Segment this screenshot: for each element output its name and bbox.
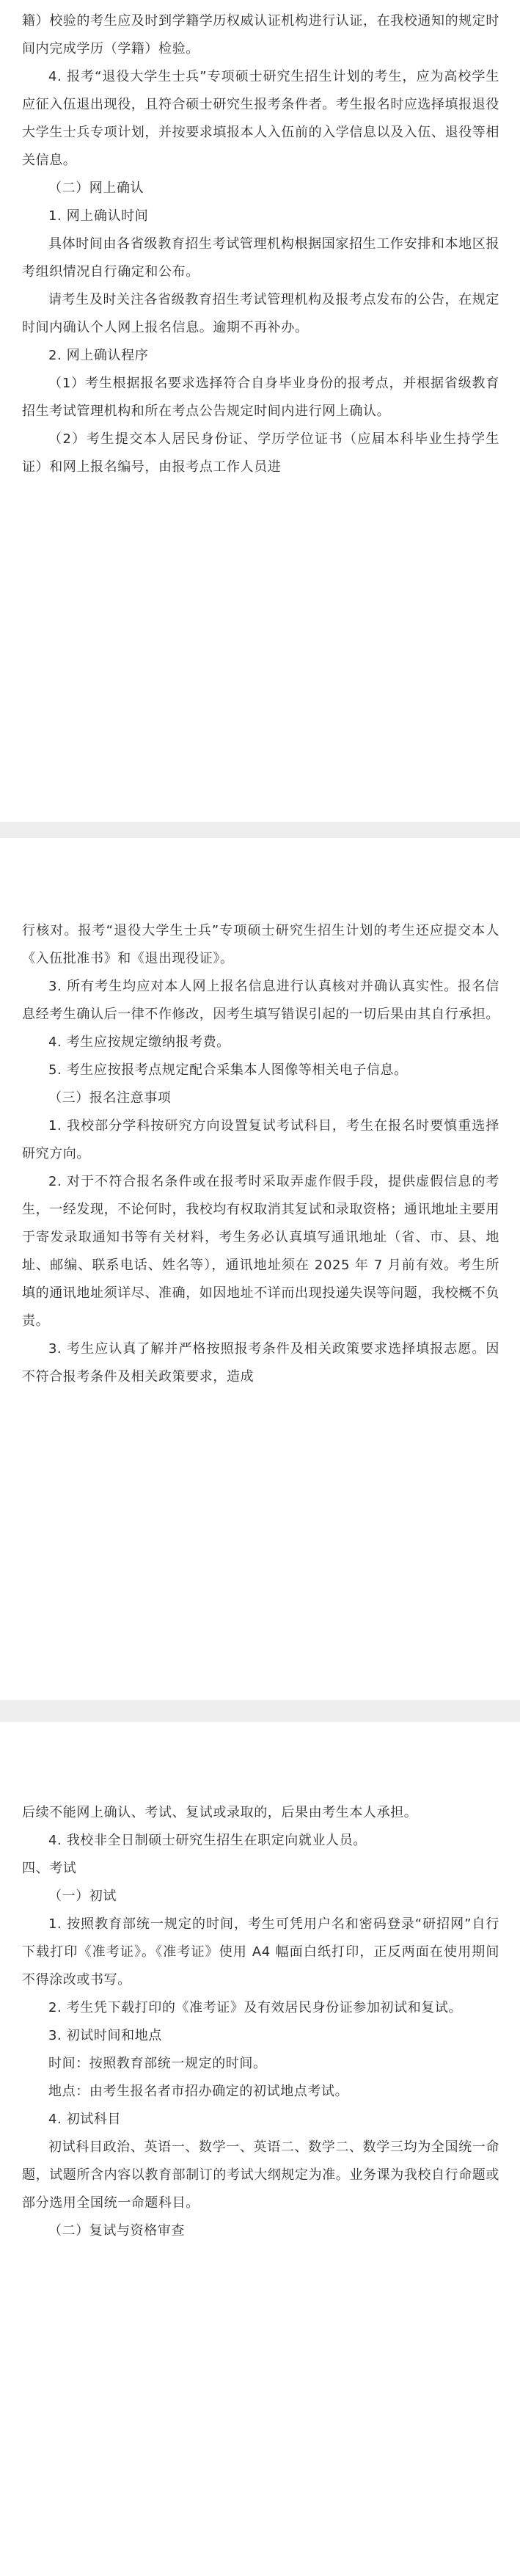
paragraph: 4. 报考“退役大学生士兵”专项硕士研究生招生计划的考生，应为高校学生应征入伍退出现役，且符合硕士研究生报考条件者。考生报名时应选择填报退役大学生士兵专项计划，并按要求填报本人入伍前的入学信息以及入伍、退役等相关信息。 (22, 69, 499, 168)
page-3-body (22, 1799, 499, 2245)
paragraph: （一）初试 (48, 1889, 117, 1904)
paragraph: 请考生及时关注各省级教育招生考试管理机构及报考点发布的公告，在规定时间内确认个人网上报名信息。逾期不再补办。 (22, 292, 499, 335)
paragraph: 2. 网上确认程序 (48, 348, 149, 363)
section-heading: 四、考试 (22, 1861, 77, 1876)
paragraph: 后续不能网上确认、考试、复试或录取的，后果由考生本人承担。 (22, 1805, 418, 1820)
paragraph: 3. 初试时间和地点 (48, 2028, 162, 2043)
paragraph: 5. 考生应按报考点规定配合采集本人图像等相关电子信息。 (48, 1062, 408, 1078)
paragraph: 籍）校验的考生应及时到学籍学历权威认证机构进行认证，在我校通知的规定时间内完成学历（学籍）检验。 (22, 13, 499, 56)
page-1-body (22, 7, 499, 481)
paragraph: 时间：按照教育部统一规定的时间。 (48, 2056, 267, 2071)
paragraph: （2）考生提交本人居民身份证、学历学位证书（应届本科毕业生持学生证）和网上报名编号，由报考点工作人员进 (22, 431, 499, 475)
page-separator (0, 822, 520, 838)
document-page-2 (0, 838, 520, 1700)
paragraph: 2. 对于不符合报名条件或在报考时采取弄虚作假手段，提供虚假信息的考生，一经发现，不论何时，我校均有权取消其复试和录取资格；通讯地址主要用于寄发录取通知书等有关材料，考生务必认真填写通讯地址（省、市、县、地址、邮编、联系电话、姓名等），通讯地址须在 2025 年 7 月前有效。考生所填的通讯地址须详尽、准确，如因地址不详而出现投递失误等问题，我校概不负责。 (22, 1174, 499, 1329)
document-page-3 (0, 1722, 520, 2576)
paragraph: 初试科目政治、英语一、数学一、英语二、数学二、数学三均为全国统一命题，试题所含内容以教育部制订的考试大纲规定为准。业务课为我校自行命题或部分选用全国统一命题科目。 (22, 2139, 499, 2211)
paragraph: （二）复试与资格审查 (48, 2223, 185, 2239)
paragraph: 行核对。报考“退役大学生士兵”专项硕士研究生招生计划的考生还应提交本人《入伍批准书》和《退出现役证》。 (22, 923, 499, 966)
paragraph: 1. 按照教育部统一规定的时间，考生可凭用户名和密码登录“研招网”自行下载打印《准考证》。《准考证》使用 A4 幅面白纸打印，正反两面在使用期间不得涂改或书写。 (22, 1916, 499, 1988)
page-2-body (22, 917, 499, 1391)
paragraph: 4. 考生应按规定缴纳报考费。 (48, 1035, 230, 1050)
paragraph: 1. 网上确认时间 (48, 208, 149, 224)
document-page-1 (0, 0, 520, 822)
paragraph: （三）报名注意事项 (48, 1090, 172, 1106)
paragraph: 地点：由考生报名者市招办确定的初试地点考试。 (48, 2084, 349, 2099)
page-separator (0, 1700, 520, 1722)
paragraph: 3. 考生应认真了解并严格按照报考条件及相关政策要求选择填报志愿。因不符合报考条件及相关政策要求，造成 (22, 1341, 499, 1384)
paragraph: 2. 考生凭下载打印的《准考证》及有效居民身份证参加初试和复试。 (48, 2000, 463, 2015)
paragraph: 4. 我校非全日制硕士研究生招生在职定向就业人员。 (48, 1833, 367, 1848)
paragraph: 4. 初试科目 (48, 2112, 122, 2127)
paragraph: 3. 所有考生均应对本人网上报名信息进行认真核对并确认真实性。报名信息经考生确认后一律不作修改，因考生填写错误引起的一切后果由其自行承担。 (22, 979, 499, 1022)
paragraph: （二）网上确认 (48, 180, 144, 196)
paragraph: 1. 我校部分学科按研究方向设置复试考试科目，考生在报名时要慎重选择研究方向。 (22, 1118, 499, 1161)
paragraph: （1）考生根据报名要求选择符合自身毕业身份的报考点，并根据省级教育招生考试管理机构和所在考点公告规定时间内进行网上确认。 (22, 376, 499, 419)
paragraph: 具体时间由各省级教育招生考试管理机构根据国家招生工作安排和本地区报考组织情况自行确定和公布。 (22, 236, 499, 280)
